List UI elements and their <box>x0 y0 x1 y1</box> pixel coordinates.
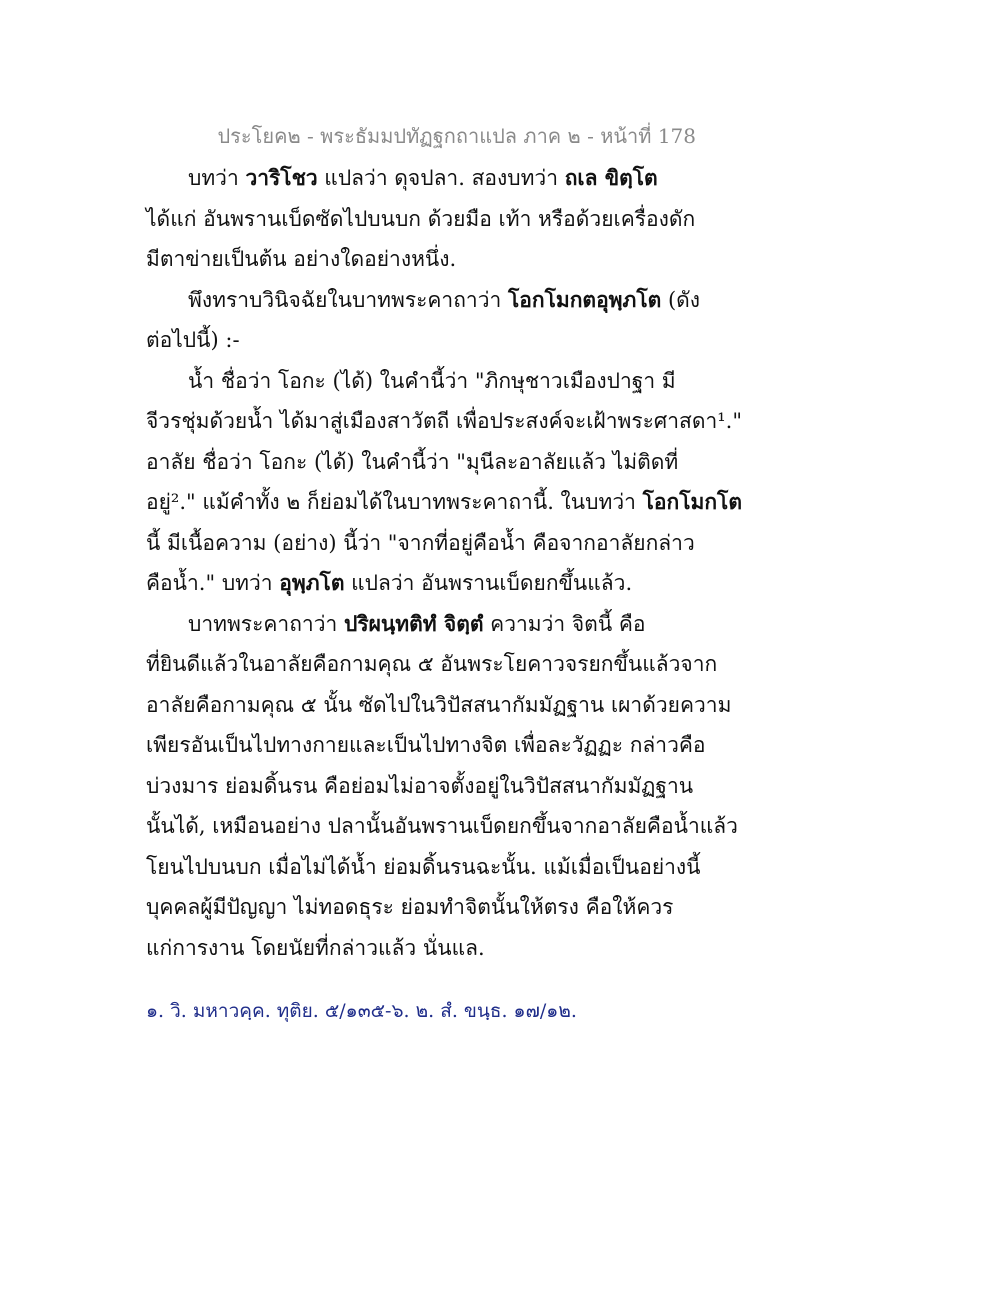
text-line <box>146 239 706 280</box>
text-line <box>146 604 706 645</box>
text-line <box>146 320 706 361</box>
text-line <box>146 482 742 523</box>
text-line <box>146 685 732 726</box>
text-segment: ความว่า จิตนี้ คือ <box>483 611 646 636</box>
text-segment: อาลัย ชื่อว่า โอกะ (ได้) ในคำนี้ว่า "มุนีละอาลัยแล้ว ไม่ติดที่ <box>146 449 679 474</box>
text-line <box>146 442 706 483</box>
text-segment: ได้แก่ อันพรานเบ็ดซัดไปบนบก ด้วยมือ เท้า หรือด้วยเครื่องดัก <box>146 206 696 231</box>
body-text <box>146 158 743 968</box>
text-line <box>146 928 706 969</box>
text-segment: คือน้ำ." บทว่า <box>146 571 280 595</box>
text-line <box>146 199 706 240</box>
text-segment: ต่อไปนี้) :- <box>146 328 240 352</box>
text-segment: แปลว่า อันพรานเบ็ดยกขึ้นแล้ว. <box>344 571 633 595</box>
text-segment: บ่วงมาร ย่อมดิ้นรน คือย่อมไม่อาจตั้งอยู่ในวิปัสสนากัมมัฏฐาน <box>146 773 694 798</box>
text-line <box>146 280 706 321</box>
text-line <box>146 361 706 402</box>
pali-term: ปริผนฺทติทํ จิตฺตํ <box>343 610 484 636</box>
text-line <box>146 401 743 442</box>
text-line <box>146 725 706 766</box>
text-line <box>146 806 738 847</box>
pali-term: โอกโมกตอุพฺภโต <box>507 286 662 312</box>
text-segment: (ดัง <box>661 287 701 312</box>
pali-term: ถเล ขิตฺโต <box>564 165 658 190</box>
text-segment: บุคคลผู้มีปัญญา ไม่ทอดธุระ ย่อมทำจิตนั้นให้ตรง คือให้ควร <box>146 895 674 919</box>
text-segment: จีวรชุ่มด้วยน้ำ ได้มาสู่เมืองสาวัตถี เพื่อประสงค์จะเฝ้าพระศาสดา¹." <box>146 409 743 433</box>
text-line <box>146 563 706 604</box>
text-line <box>146 887 706 928</box>
text-segment: แปลว่า ดุจปลา. สองบทว่า <box>317 166 565 190</box>
text-segment: อาลัยคือกามคุณ ๕ นั้น ซัดไปในวิปัสสนากัมมัฏฐาน เผาด้วยความ <box>146 692 732 717</box>
text-segment: บาทพระคาถาว่า <box>188 611 344 636</box>
text-segment: นั้นได้, เหมือนอย่าง ปลานั้นอันพรานเบ็ดยกขึ้นจากอาลัยคือน้ำแล้ว <box>146 814 738 838</box>
text-line <box>146 847 706 888</box>
text-segment: โยนไปบนบก เมื่อไม่ได้น้ำ ย่อมดิ้นรนฉะนั้น. แม้เมื่อเป็นอย่างนี้ <box>146 854 701 879</box>
pali-term: อุพฺภโต <box>279 570 345 595</box>
text-segment: น้ำ ชื่อว่า โอกะ (ได้) ในคำนี้ว่า "ภิกษุชาวเมืองปาฐา มี <box>188 368 676 393</box>
text-segment: บทว่า <box>188 166 246 190</box>
text-line <box>146 644 718 685</box>
running-header: ประโยค๒ - พระธัมมปทัฏฐกถาแปล ภาค ๒ - หน้าที่ 178 <box>217 124 696 148</box>
footnote: ๑. วิ. มหาวคฺค. ทุติย. ๕/๑๓๕-๖. ๒. สํ. ขนฺธ. ๑๗/๑๒. <box>146 1000 577 1022</box>
text-segment: พึงทราบวินิจฉัยในบาทพระคาถาว่า <box>188 287 508 312</box>
text-segment: เพียรอันเป็นไปทางกายและเป็นไปทางจิต เพื่อละวัฏฏะ กล่าวคือ <box>146 733 706 757</box>
text-segment: แก่การงาน โดยนัยที่กล่าวแล้ว นั่นแล. <box>146 935 485 960</box>
text-segment: อยู่²." แม้คำทั้ง ๒ ก็ย่อมได้ในบาทพระคาถานี้. ในบทว่า <box>146 490 643 514</box>
text-line <box>146 766 706 807</box>
text-line <box>146 523 706 564</box>
text-segment: ที่ยินดีแล้วในอาลัยคือกามคุณ ๕ อันพระโยคาวจรยกขึ้นแล้วจาก <box>146 652 718 676</box>
pali-term: โอกโมกโต <box>642 489 742 514</box>
pali-term: วาริโชว <box>245 165 318 190</box>
text-segment: มีตาข่ายเป็นต้น อย่างใดอย่างหนึ่ง. <box>146 247 457 271</box>
text-line <box>146 158 706 199</box>
text-segment: นี้ มีเนื้อความ (อย่าง) นี้ว่า "จากที่อยู่คือน้ำ คือจากอาลัยกล่าว <box>146 530 695 555</box>
